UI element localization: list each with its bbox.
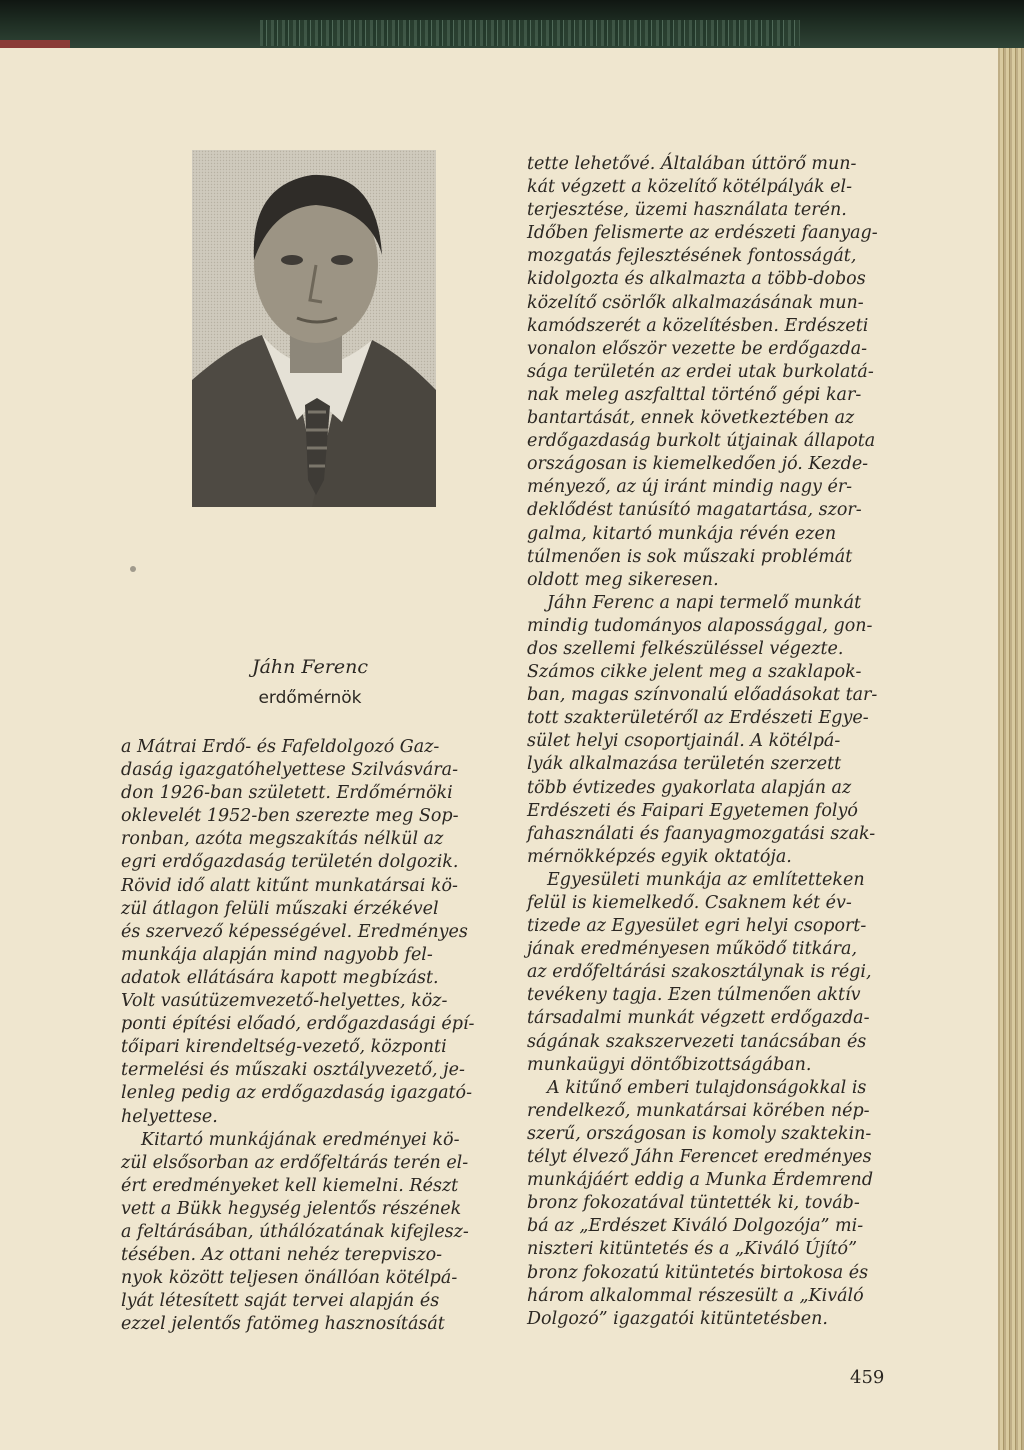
text-line: ményező, az új iránt mindig nagy ér- [527, 477, 853, 498]
text-line: bantartását, ennek következtében az [527, 408, 855, 429]
book-corner-mark [0, 40, 70, 48]
text-line: a feltárásában, úthálózatának kifejlesz- [121, 1221, 469, 1242]
text-line: és szervező képességével. Eredményes [121, 921, 468, 942]
text-line: nak meleg aszfalttal történő gépi kar- [527, 384, 862, 405]
text-line: tizede az Egyesület egri helyi csoport- [527, 916, 867, 937]
text-line: Erdészeti és Faipari Egyetemen folyó [527, 800, 858, 821]
text-line: erdőgazdaság burkolt útjainak állapota [527, 431, 876, 452]
text-line: télyt élvező Jáhn Ferencet eredményes [527, 1147, 872, 1168]
text-line: sület helyi csoportjainál. A kötélpá- [527, 731, 841, 752]
text-line: jának eredményesen működő titkára, [527, 939, 858, 960]
portrait-photo [192, 150, 436, 507]
text-line: országosan is kiemelkedően jó. Kezde- [527, 454, 869, 475]
text-line: fahasználati és faanyagmozgatási szak- [527, 823, 876, 844]
text-line: ban, magas színvonalú előadásokat tar- [527, 685, 878, 706]
left-text-column [121, 736, 497, 1336]
text-line: kidolgozta és alkalmazta a több-dobos [527, 269, 866, 290]
text-line: adatok ellátására kapott megbízást. [121, 967, 439, 988]
text-line: dos szellemi felkészüléssel végezte. [527, 638, 844, 659]
text-line: helyettese. [121, 1106, 218, 1127]
text-line: zül elsősorban az erdőfeltárás terén el- [121, 1152, 469, 1173]
text-line: Jáhn Ferenc a napi termelő munkát [547, 592, 862, 613]
text-line: oklevelét 1952-ben szerezte meg Sop- [121, 806, 459, 827]
text-line: terjesztése, üzemi használata terén. [527, 200, 847, 221]
text-line: tevékeny tagja. Ezen túlmenően aktív [527, 985, 861, 1006]
text-line: bronz fokozatával tüntették ki, továb- [527, 1193, 860, 1214]
text-line: sága területén az erdei utak burkolatá- [527, 361, 874, 382]
text-line: lenleg pedig az erdőgazdaság igazgató- [121, 1083, 472, 1104]
text-line: az erdőfeltárási szakosztálynak is régi, [527, 962, 872, 983]
text-line: vett a Bükk hegység jelentős részének [121, 1198, 462, 1219]
text-line: ságának szakszervezeti tanácsában és [527, 1031, 867, 1052]
text-line: tette lehetővé. Általában úttörő mun- [527, 154, 857, 174]
text-line: szerű, országosan is komoly szaktekin- [527, 1123, 872, 1144]
text-line: három alkalommal részesült a „Kiváló [527, 1285, 864, 1306]
text-line: Számos cikke jelent meg a szaklapok- [527, 662, 862, 683]
text-line: ezzel jelentős fatömeg hasznosítását [121, 1314, 445, 1335]
text-line: Dolgozó” igazgatói kitüntetésben. [527, 1308, 828, 1329]
text-line: felül is kiemelkedő. Csaknem két év- [527, 893, 852, 913]
text-line: rendelkező, munkatársai körében nép- [527, 1100, 870, 1121]
text-line: Rövid idő alatt kitűnt munkatársai kö- [121, 875, 458, 896]
book-spine-texture [260, 20, 800, 46]
text-line: mindig tudományos alapossággal, gon- [527, 615, 873, 636]
text-line: don 1926-ban született. Erdőmérnöki [121, 783, 453, 804]
text-line: mozgatás fejlesztésének fontosságát, [527, 246, 857, 267]
text-line: bronz fokozatú kitüntetés birtokosa és [527, 1262, 869, 1283]
person-name: Jáhn Ferenc [251, 656, 369, 678]
text-line: ronban, azóta megszakítás nélkül az [121, 829, 444, 850]
text-line: munkájáért eddig a Munka Érdemrend [527, 1170, 874, 1191]
text-line: a Mátrai Erdő- és Fafeldolgozó Gaz- [121, 737, 440, 757]
text-line: több évtizedes gyakorlata alapján az [527, 777, 852, 798]
text-line: munkája alapján mind nagyobb fel- [121, 944, 433, 965]
text-line: lyát létesített saját tervei alapján és [121, 1291, 440, 1312]
text-line: Kitartó munkájának eredményei kö- [141, 1129, 460, 1150]
right-text-column [527, 153, 898, 1331]
text-line: nyok között teljesen önállóan kötélpá- [121, 1268, 458, 1289]
text-line: munkaügyi döntőbizottságában. [527, 1054, 812, 1075]
text-line: lyák alkalmazása területén szerzett [527, 754, 842, 775]
text-line: niszteri kitüntetés és a „Kiváló Újító” [527, 1239, 858, 1260]
text-line: kát végzett a közelítő kötélpályák el- [527, 177, 853, 198]
page-speck [130, 566, 136, 572]
text-line: társadalmi munkát végzett erdőgazda- [527, 1008, 870, 1029]
text-line: tott szakterületéről az Erdészeti Egye- [527, 708, 869, 729]
text-line: vonalon először vezette be erdőgazda- [527, 338, 868, 359]
text-line: bá az „Erdészet Kiváló Dolgozója” mi- [527, 1216, 864, 1237]
text-line: galma, kitartó munkája révén ezen [527, 523, 837, 544]
page-stack-edge [998, 48, 1024, 1450]
text-line: túlmenően is sok műszaki problémát [527, 546, 853, 567]
text-line: termelési és műszaki osztályvezető, je- [121, 1060, 465, 1081]
text-line: oldott meg sikeresen. [527, 569, 719, 590]
text-line: deklődést tanúsító magatartása, szor- [527, 500, 862, 521]
text-line: ponti építési előadó, erdőgazdasági épí- [121, 1014, 475, 1035]
text-line: Időben felismerte az erdészeti faanyag- [527, 223, 878, 244]
text-line: tőipari kirendeltség-vezető, központi [121, 1037, 447, 1058]
text-line: zül átlagon felüli műszaki érzékével [121, 898, 439, 919]
text-line: közelítő csörlők alkalmazásának mun- [527, 292, 864, 313]
text-line: A kitűnő emberi tulajdonságokkal is [547, 1077, 867, 1098]
text-line: ért eredményeket kell kiemelni. Részt [121, 1175, 459, 1196]
text-line: kamódszerét a közelítésben. Erdészeti [527, 315, 869, 336]
text-line: daság igazgatóhelyettese Szilvásvára- [121, 760, 458, 781]
text-line: Volt vasútüzemvezető-helyettes, köz- [121, 991, 448, 1012]
text-line: tésében. Az ottani nehéz terepviszo- [121, 1245, 443, 1266]
text-line: mérnökképzés egyik oktatója. [527, 846, 792, 867]
text-line: Egyesületi munkája az említetteken [547, 869, 865, 890]
page-number: 459 [850, 1367, 885, 1388]
person-title: erdőmérnök [258, 688, 362, 708]
text-line: egri erdőgazdaság területén dolgozik. [121, 852, 459, 873]
